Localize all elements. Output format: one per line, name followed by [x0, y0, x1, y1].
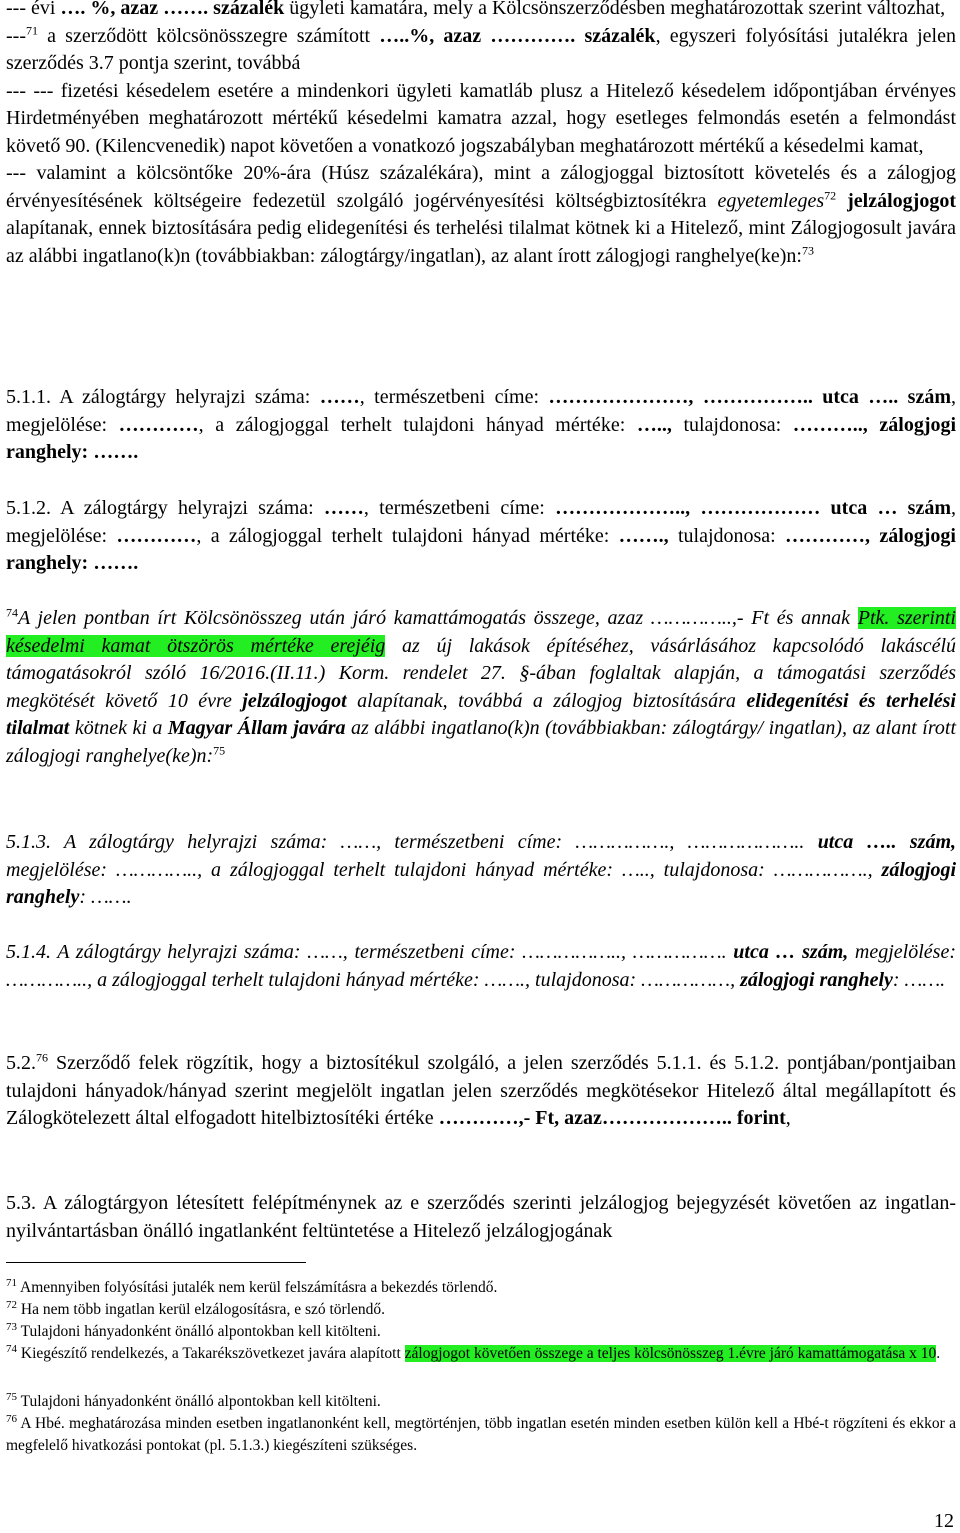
- bold-run: …….,: [618, 524, 678, 547]
- highlighted-run: Ptk. szerinti késedelmi kamat ötszörös mértéke erejéig: [6, 607, 956, 657]
- italic-run: 5.1.3. A zálogtárgy helyrajzi száma: ……, természetbeni címe: ……………., ………………..: [6, 831, 818, 853]
- text-run: 5.1.1. A zálogtárgy helyrajzi száma:: [6, 386, 320, 408]
- bold-run: jelzálogjogot: [847, 189, 956, 212]
- text-run: --- valamint a kölcsöntőke 20%-ára (Húsz százalékára), mint a zálogjoggal biztosított követelés és a zálogjog érvényesítésének költségeire fedezetül szolgáló jogérvényesítési költségbiztosítékra: [6, 162, 956, 212]
- interest-terms-paragraph: [6, 0, 956, 270]
- text-run: Szerződő felek rögzítik, hogy a biztosítékul szolgáló, a jelen szerződés 5.1.1. és 5.1.2. pontjában/pontjaiban tulajdoni hányadok/hányad szerint megjelölt ingatlan jelen szerződés megkötésekor Hitelező által megállapított és Zálogkötelezett által elfogadott hitelbiztosítéki értéke: [6, 1052, 956, 1129]
- italic-run: 5.1.4. A zálogtárgy helyrajzi száma: ……, természetbeni címe: …………….., …………….: [6, 941, 734, 963]
- footnote-text: Ha nem több ingatlan kerül elzálogosításra, e szó törlendő.: [20, 1301, 386, 1318]
- text-run: , természetbeni címe:: [363, 497, 556, 519]
- bold-run: …………: [118, 413, 199, 436]
- text-run: a szerződött kölcsönösszegre számított: [37, 24, 380, 47]
- footnote-number: 76: [6, 1412, 17, 1425]
- italic-run: : …….: [79, 886, 132, 908]
- bold-run: ……………….., ……………… utca … szám: [555, 497, 951, 519]
- text-run: ügyleti kamatára, mely a Kölcsönszerződésben meghatározottak szerint változhat,: [284, 0, 946, 19]
- text-run: [836, 190, 847, 212]
- bold-run: …..,: [636, 413, 684, 436]
- footnote-ref[interactable]: 73: [802, 242, 814, 257]
- footnote-highlight: zálogjogot követően összege a teljes kölcsönösszeg 1.évre járó kamattámogatása x 10: [404, 1345, 937, 1362]
- footnote-ref[interactable]: 75: [213, 742, 226, 757]
- footnote-number: 74: [6, 1342, 17, 1355]
- text-run: , a zálogjoggal terhelt tulajdoni hányad mértéke:: [196, 524, 619, 547]
- italic-run: kötnek ki a: [69, 717, 168, 739]
- footnote-72: [6, 1299, 956, 1321]
- bold-italic-run: zálogjogi ranghely: [6, 858, 956, 908]
- bold-run: …..%, azaz …………. százalék: [379, 24, 656, 47]
- italic-run: az alábbi ingatlano(k)n (továbbiakban: zálogtárgy/ ingatlan), az alant írott zálogjogi ranghelye(ke)n:: [6, 717, 957, 767]
- text-run: , megjelölése:: [6, 386, 956, 436]
- bold-italic-run: elidegenítési és terhelési tilalmat: [6, 689, 956, 739]
- bold-run: …………, zálogjogi ranghely: …….: [6, 524, 956, 574]
- italic-run: megjelölése: ………….., a zálogjoggal terhelt tulajdoni hányad mértéke: ……., tulajdonosa: ……………,: [6, 941, 956, 991]
- text-run: , természetbeni címe:: [359, 386, 549, 408]
- bold-run: …………………, …………….. utca ….. szám: [548, 386, 951, 408]
- text-run: ,: [785, 1107, 791, 1129]
- text-run: 5.1.2. A zálogtárgy helyrajzi száma:: [6, 497, 324, 519]
- italic-run: : …….: [892, 968, 946, 991]
- item-5-1-3: [6, 829, 956, 912]
- text-run: , egyszeri folyósítási jutalékra jelen szerződés 3.7 pontja szerint, továbbá: [6, 24, 956, 74]
- italic-run: A jelen pontban írt Kölcsönösszeg után járó kamattámogatás összege, azaz …………..,- Ft és annak: [18, 607, 858, 629]
- text-run: tulajdonosa:: [677, 524, 786, 547]
- footnote-text: Tulajdoni hányadonként önálló alpontokban kell kitölteni.: [20, 1323, 381, 1340]
- bold-italic-run: utca ….. szám,: [817, 831, 956, 853]
- bold-run: ……: [319, 386, 360, 408]
- footnote-73: [6, 1321, 956, 1343]
- item-5-1-4: [6, 939, 956, 994]
- footnote-text: A Hbé. meghatározása minden esetben ingatlanonként kell, megtörténjen, több ingatlan esetén minden esetben külön kell a Hbé-t rögzíteni és ekkor a megfelelő hivatkozási pontokat (pl. 5.1.3.) kiegészíteni szükséges.: [6, 1415, 956, 1454]
- footnote-text: Kiegészítő rendelkezés, a Takarékszövetkezet javára alapított: [20, 1345, 405, 1362]
- bold-italic-run: Magyar Állam javára: [167, 717, 346, 739]
- footnote-separator: [6, 1262, 306, 1263]
- text-run: 5.3. A zálogtárgyon létesített felépítménynek az e szerződés szerinti jelzálogjog bejegyzését követően az ingatlan-nyilvántartásban önálló ingatlanként feltüntetése a Hitelező jelzálogjogának: [6, 1192, 956, 1242]
- footnote-74: [6, 1343, 956, 1365]
- italic-run: alapítanak, továbbá a zálogjog biztosítására: [346, 689, 747, 712]
- italic-run: megjelölése: ………….., a zálogjoggal terhelt tulajdoni hányad mértéke: ….., tulajdonosa: …………….,: [6, 858, 882, 881]
- text-run: --- évi: [6, 0, 61, 19]
- footnote-76: [6, 1413, 956, 1457]
- text-run: tulajdonosa:: [683, 413, 793, 436]
- footnote-75: [6, 1391, 956, 1413]
- text-run: ---: [6, 24, 26, 47]
- text-run: alapítanak, ennek biztosítására pedig elidegenítési és terhelési tilalmat kötnek ki a Hitelező, mint Zálogjogosult javára az alábbi ingatlano(k)n (továbbiakban: zálogtárgy/ingatlan), az alant írott zálogjogi ranghelye(ke)n:: [6, 217, 956, 267]
- section-5-2: [6, 1050, 956, 1133]
- bold-run: …. %, azaz ……. százalék: [60, 0, 285, 19]
- state-lien-paragraph: [6, 605, 956, 770]
- footnote-text: Amennyiben folyósítási jutalék nem kerül felszámításra a bekezdés törlendő.: [20, 1279, 498, 1296]
- bold-run: ……….., zálogjogi ranghely: …….: [6, 413, 957, 463]
- bold-italic-run: utca … szám,: [733, 941, 849, 963]
- text-run: --- --- fizetési késedelem esetére a mindenkori ügyleti kamatláb plusz a Hitelező késedelem időpontjában érvényes Hirdetményében meghatározott mértékű késedelmi kamatra azzal, hogy esetleges felmondás esetén a felmondást követő 90. (Kilencvenedik) napot követően a vonatkozó jogszabályban meghatározott mértékű a késedelmi kamat,: [6, 79, 956, 157]
- footnote-ref[interactable]: 71: [25, 22, 38, 37]
- text-run: , a zálogjoggal terhelt tulajdoni hányad mértéke:: [198, 413, 637, 436]
- bold-run: …………: [116, 524, 197, 547]
- text-run: 5.2.: [6, 1052, 36, 1074]
- page-number: 12: [934, 1510, 954, 1532]
- footnote-number: 72: [6, 1298, 17, 1311]
- italic-run: egyetemleges: [717, 189, 825, 212]
- footnote-ref[interactable]: 76: [36, 1050, 48, 1065]
- bold-italic-run: jelzálogjogot: [242, 689, 347, 712]
- section-5-3: [6, 1190, 956, 1245]
- footnote-text: Tulajdoni hányadonként önálló alpontokban kell kitölteni.: [20, 1393, 381, 1410]
- footnote-number: 73: [6, 1320, 17, 1333]
- bold-run: …………,- Ft, azaz……………….. forint: [438, 1107, 786, 1129]
- footnote-number: 75: [6, 1390, 17, 1403]
- italic-run: az új lakások építéséhez, vásárlásához kapcsolódó lakáscélú támogatásokról szóló 16/2016.(II.11.) Korm. rendelet 27. §-ában foglaltak alapján, a támogatási szerződés megkötését követő 10 évre: [6, 634, 956, 712]
- item-5-1-1: [6, 384, 956, 467]
- bold-italic-run: zálogjogi ranghely: [740, 968, 893, 991]
- bold-run: ……: [323, 497, 364, 519]
- text-run: , megjelölése:: [6, 497, 956, 547]
- footnote-ref[interactable]: 74: [6, 605, 18, 620]
- item-5-1-2: [6, 495, 956, 578]
- footnote-number: 71: [6, 1276, 17, 1289]
- footnote-text: .: [936, 1345, 941, 1362]
- footnote-71: [6, 1277, 956, 1299]
- footnote-ref[interactable]: 72: [824, 187, 837, 202]
